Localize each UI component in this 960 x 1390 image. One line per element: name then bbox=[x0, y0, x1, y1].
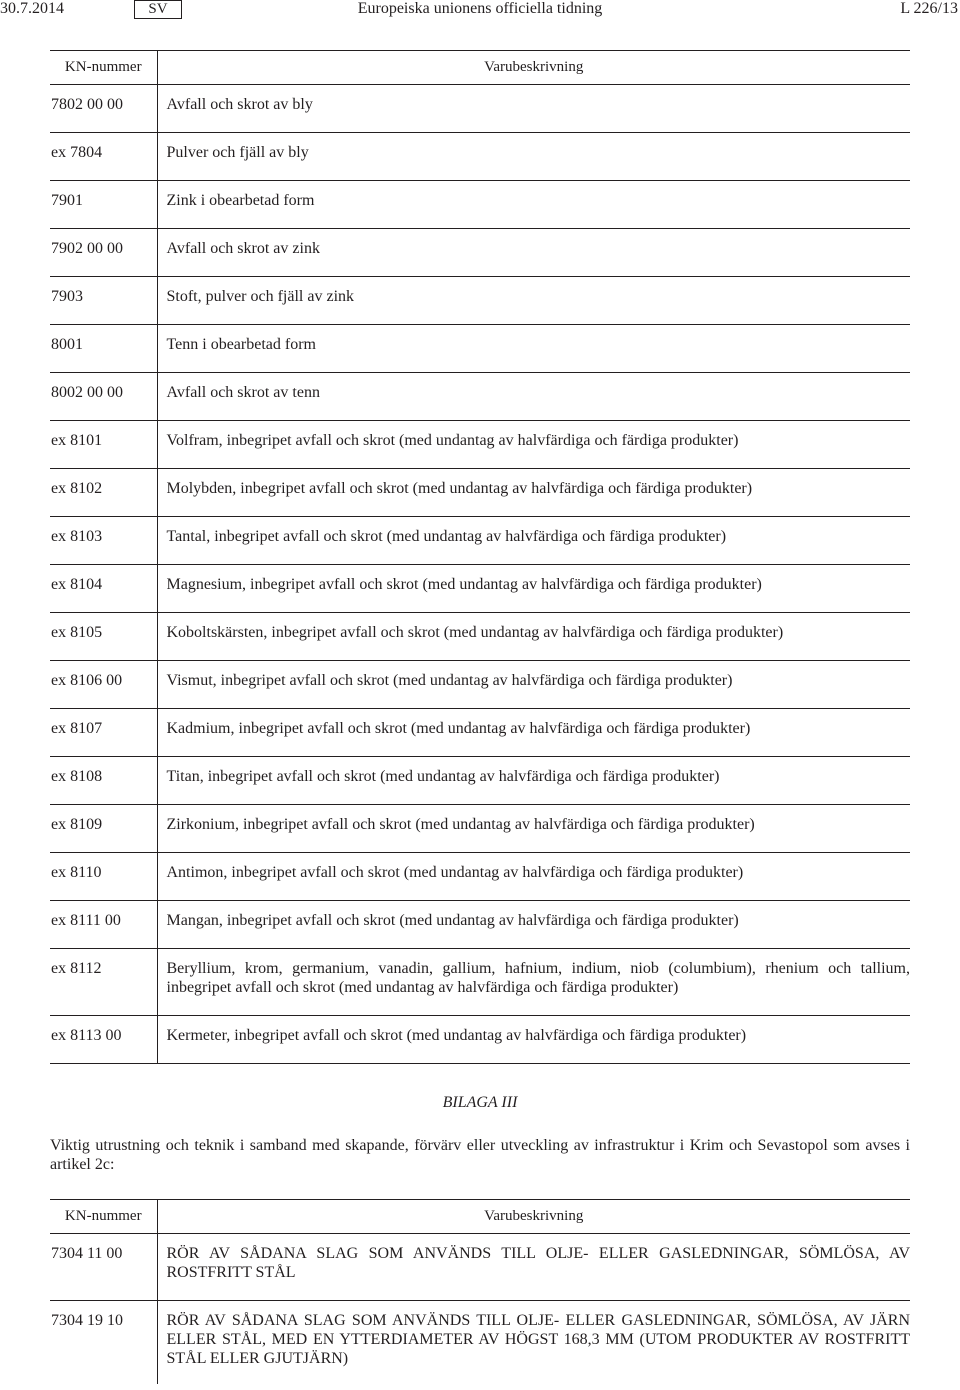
column-header-kn-number: KN-nummer bbox=[50, 51, 157, 85]
kn-code: ex 8110 bbox=[50, 853, 157, 901]
table-row bbox=[50, 853, 910, 901]
page-number: L 226/13 bbox=[900, 0, 958, 17]
cn-code-table-1 bbox=[50, 50, 910, 1064]
kn-code: 7903 bbox=[50, 277, 157, 325]
page-header bbox=[0, 0, 960, 18]
kn-code: 8002 00 00 bbox=[50, 373, 157, 421]
kn-code: ex 8106 00 bbox=[50, 661, 157, 709]
table-row bbox=[50, 469, 910, 517]
product-description: RÖR AV SÅDANA SLAG SOM ANVÄNDS TILL OLJE- ELLER GASLEDNINGAR, SÖMLÖSA, AV JÄRN ELLER STÅL, MED EN YTTERDIAMETER AV HÖGST 168,3 MM (UTOM PRODUKTER AV ROSTFRITT STÅL ELLER GJUTJÄRN) bbox=[157, 1301, 910, 1385]
table-row bbox=[50, 277, 910, 325]
table-row bbox=[50, 949, 910, 1016]
kn-code: 7304 11 00 bbox=[50, 1234, 157, 1301]
kn-code: ex 7804 bbox=[50, 133, 157, 181]
table-row bbox=[50, 757, 910, 805]
table-row bbox=[50, 133, 910, 181]
kn-code: 7304 19 10 bbox=[51, 1312, 123, 1329]
product-description: Zirkonium, inbegripet avfall och skrot (med undantag av halvfärdiga och färdiga produkter) bbox=[157, 805, 910, 853]
product-description: Mangan, inbegripet avfall och skrot (med undantag av halvfärdiga och färdiga produkter) bbox=[157, 901, 910, 949]
kn-code: ex 8112 bbox=[50, 949, 157, 1016]
kn-code: ex 8104 bbox=[50, 565, 157, 613]
product-description: Titan, inbegripet avfall och skrot (med undantag av halvfärdiga och färdiga produkter) bbox=[157, 757, 910, 805]
kn-code: ex 8109 bbox=[50, 805, 157, 853]
table-row bbox=[50, 517, 910, 565]
kn-code: 7902 00 00 bbox=[50, 229, 157, 277]
column-header-description: Varubeskrivning bbox=[157, 51, 910, 85]
product-description: Stoft, pulver och fjäll av zink bbox=[157, 277, 910, 325]
table-row bbox=[50, 85, 910, 133]
table-row bbox=[50, 805, 910, 853]
kn-code: ex 8107 bbox=[50, 709, 157, 757]
kn-code: ex 8103 bbox=[50, 517, 157, 565]
table-row bbox=[50, 1234, 910, 1301]
product-description: Avfall och skrot av tenn bbox=[157, 373, 910, 421]
product-description: Koboltskärsten, inbegripet avfall och skrot (med undantag av halvfärdiga och färdiga produkter) bbox=[157, 613, 910, 661]
product-description: Magnesium, inbegripet avfall och skrot (med undantag av halvfärdiga och färdiga produkter) bbox=[157, 565, 910, 613]
table-row bbox=[50, 613, 910, 661]
kn-code: ex 8102 bbox=[50, 469, 157, 517]
journal-title: Europeiska unionens officiella tidning bbox=[357, 0, 603, 17]
product-description: Beryllium, krom, germanium, vanadin, gallium, hafnium, indium, niob (columbium), rhenium och tallium, inbegripet avfall och skrot (med undantag av halvfärdiga och färdiga produkter) bbox=[157, 949, 910, 1016]
product-description: Molybden, inbegripet avfall och skrot (med undantag av halvfärdiga och färdiga produkter) bbox=[157, 469, 910, 517]
kn-code: 8001 bbox=[50, 325, 157, 373]
product-description: Avfall och skrot av zink bbox=[157, 229, 910, 277]
kn-code: ex 8111 00 bbox=[50, 901, 157, 949]
table-row bbox=[50, 661, 910, 709]
product-description: Antimon, inbegripet avfall och skrot (med undantag av halvfärdiga och färdiga produkter) bbox=[157, 853, 910, 901]
product-description: Pulver och fjäll av bly bbox=[157, 133, 910, 181]
kn-code: ex 8108 bbox=[50, 757, 157, 805]
product-description: Tantal, inbegripet avfall och skrot (med undantag av halvfärdiga och färdiga produkter) bbox=[157, 517, 910, 565]
kn-code: ex 8105 bbox=[50, 613, 157, 661]
annex-title: BILAGA III bbox=[442, 1094, 518, 1111]
table-row bbox=[50, 373, 910, 421]
table-row bbox=[50, 565, 910, 613]
table-row bbox=[50, 709, 910, 757]
table-row bbox=[50, 181, 910, 229]
kn-code: ex 8113 00 bbox=[50, 1016, 157, 1064]
product-description: Volfram, inbegripet avfall och skrot (med undantag av halvfärdiga och färdiga produkter) bbox=[157, 421, 910, 469]
product-description: Avfall och skrot av bly bbox=[157, 85, 910, 133]
table-row bbox=[50, 1016, 910, 1064]
product-description: Kadmium, inbegripet avfall och skrot (med undantag av halvfärdiga och färdiga produkter) bbox=[157, 709, 910, 757]
column-header-description: Varubeskrivning bbox=[157, 1200, 910, 1234]
column-header-kn-number: KN-nummer bbox=[50, 1200, 157, 1234]
product-description: Vismut, inbegripet avfall och skrot (med undantag av halvfärdiga och färdiga produkter) bbox=[157, 661, 910, 709]
kn-code: 7802 00 00 bbox=[50, 85, 157, 133]
product-description: Tenn i obearbetad form bbox=[157, 325, 910, 373]
table-row bbox=[50, 1301, 910, 1385]
product-description: RÖR AV SÅDANA SLAG SOM ANVÄNDS TILL OLJE- ELLER GASLEDNINGAR, SÖMLÖSA, AV ROSTFRITT STÅL bbox=[157, 1234, 910, 1301]
cn-code-table-2 bbox=[50, 1199, 910, 1384]
annex-intro: Viktig utrustning och teknik i samband med skapande, förvärv eller utveckling av infrastruktur i Krim och Sevastopol som avses i artikel 2c: bbox=[50, 1137, 910, 1173]
language-badge: SV bbox=[134, 0, 182, 19]
product-description: Kermeter, inbegripet avfall och skrot (med undantag av halvfärdiga och färdiga produkter) bbox=[157, 1016, 910, 1064]
table-row bbox=[50, 325, 910, 373]
publication-date: 30.7.2014 bbox=[0, 0, 64, 17]
kn-code: 7901 bbox=[50, 181, 157, 229]
kn-code: ex 8101 bbox=[50, 421, 157, 469]
table-row bbox=[50, 229, 910, 277]
table-row bbox=[50, 421, 910, 469]
product-description: Zink i obearbetad form bbox=[157, 181, 910, 229]
table-row bbox=[50, 901, 910, 949]
